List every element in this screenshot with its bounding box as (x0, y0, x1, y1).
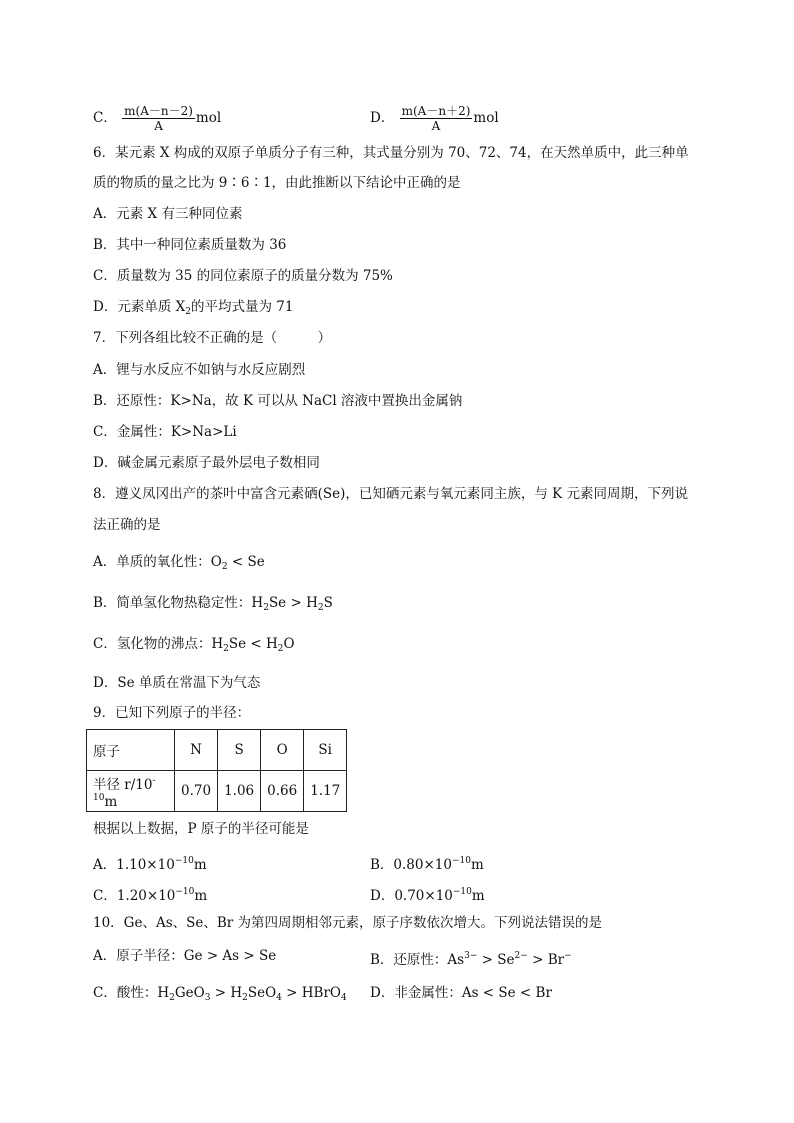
q10-stem: 10．Ge、As、Se、Br 为第四周期相邻元素，原子序数依次增大。下列说法错误的是 (93, 915, 603, 931)
table-cell: 0.66 (261, 771, 304, 812)
q7-option-c: C．金属性：K>Na>Li (93, 424, 237, 440)
q10-option-b: B．还原性：$As^{3-} > Se^{2-} > Br^-$ (370, 951, 572, 968)
q10-option-c: C．酸性：$H_2GeO_3 > H_2SeO_4$ > HBrO$_4$ (93, 985, 347, 1003)
q8-option-a: A．单质的氧化性：$O_2 < Se$ (93, 554, 265, 572)
q8-stem-line2: 法正确的是 (93, 517, 161, 533)
q9-after-table: 根据以上数据，P 原子的半径可能是 (93, 821, 309, 837)
q6-stem-line2: 质的物质的量之比为 9∶6∶1，由此推断以下结论中正确的是 (93, 175, 461, 191)
q9-stem: 9．已知下列原子的半径： (93, 705, 251, 721)
q5-option-d-fraction: $\frac{m(A-n+2)}{A}$ (401, 104, 471, 133)
table-cell: 1.17 (304, 771, 347, 812)
table-header-cell: 原子 (87, 730, 175, 771)
q9-option-d: D．$0.70\times 10^{-10}m$ (370, 887, 485, 904)
q7-option-b: B．还原性：K>Na，故 K 可以从 NaCl 溶液中置换出金属钠 (93, 393, 463, 409)
q9-option-c: C．$1.20\times 10^{-10}m$ (93, 887, 208, 904)
table-row (87, 771, 347, 812)
q7-stem: 7．下列各组比较不正确的是（ ） (93, 330, 332, 346)
q10-option-d: D．非金属性：As < Se < Br (370, 985, 552, 1001)
q7-option-d: D．碱金属元素原子最外层电子数相同 (93, 455, 320, 471)
q6-option-b: B．其中一种同位素质量数为 36 (93, 237, 287, 253)
q6-stem-line1: 6．某元素 X 构成的双原子单质分子有三种，其式量分别为 70、72、74，在天然单质中，此三种单 (93, 145, 689, 161)
q9-option-b: B．$0.80\times 10^{-10}m$ (370, 856, 484, 873)
q8-option-c: C．氢化物的沸点：$H_2Se < H_2O$ (93, 636, 295, 654)
q8-option-d: D．Se 单质在常温下为气态 (93, 675, 261, 691)
q6-option-d: D．元素单质 $X_2$的平均式量为 71 (93, 299, 294, 317)
table-header-cell: S (218, 730, 261, 771)
q5-option-c-fraction: $\frac{m(A-n-2)}{A}$ (124, 104, 193, 133)
atomic-radius-table (86, 729, 347, 812)
q8-option-b: B．简单氢化物热稳定性：$H_2Se > H_2S$ (93, 595, 333, 613)
q6-option-c: C．质量数为 35 的同位素原子的质量分数为 75% (93, 268, 393, 284)
q8-stem-line1: 8．遵义凤冈出产的茶叶中富含元素硒(Se)，已知硒元素与氧元素同主族，与 K 元素同周期，下列说 (93, 486, 689, 502)
table-header-row (87, 730, 347, 771)
table-header-cell: N (175, 730, 218, 771)
q5-option-c: C． $\frac{m(A-n-2)}{A}$ mol (93, 104, 222, 133)
q10-option-a: A．原子半径：Ge > As > Se (93, 948, 277, 964)
table-row-label: 半径 $r/10^{-10}m$ (87, 771, 175, 812)
table-header-cell: O (261, 730, 304, 771)
table-header-cell: Si (304, 730, 347, 771)
q7-option-a: A．锂与水反应不如钠与水反应剧烈 (93, 362, 306, 378)
q5-option-d: D． $\frac{m(A-n+2)}{A}$ mol (370, 104, 499, 133)
q6-option-a: A．元素 X 有三种同位素 (93, 206, 243, 222)
table-cell: 0.70 (175, 771, 218, 812)
q9-option-a: A．$1.10\times 10^{-10}m$ (93, 856, 207, 873)
table-cell: 1.06 (218, 771, 261, 812)
